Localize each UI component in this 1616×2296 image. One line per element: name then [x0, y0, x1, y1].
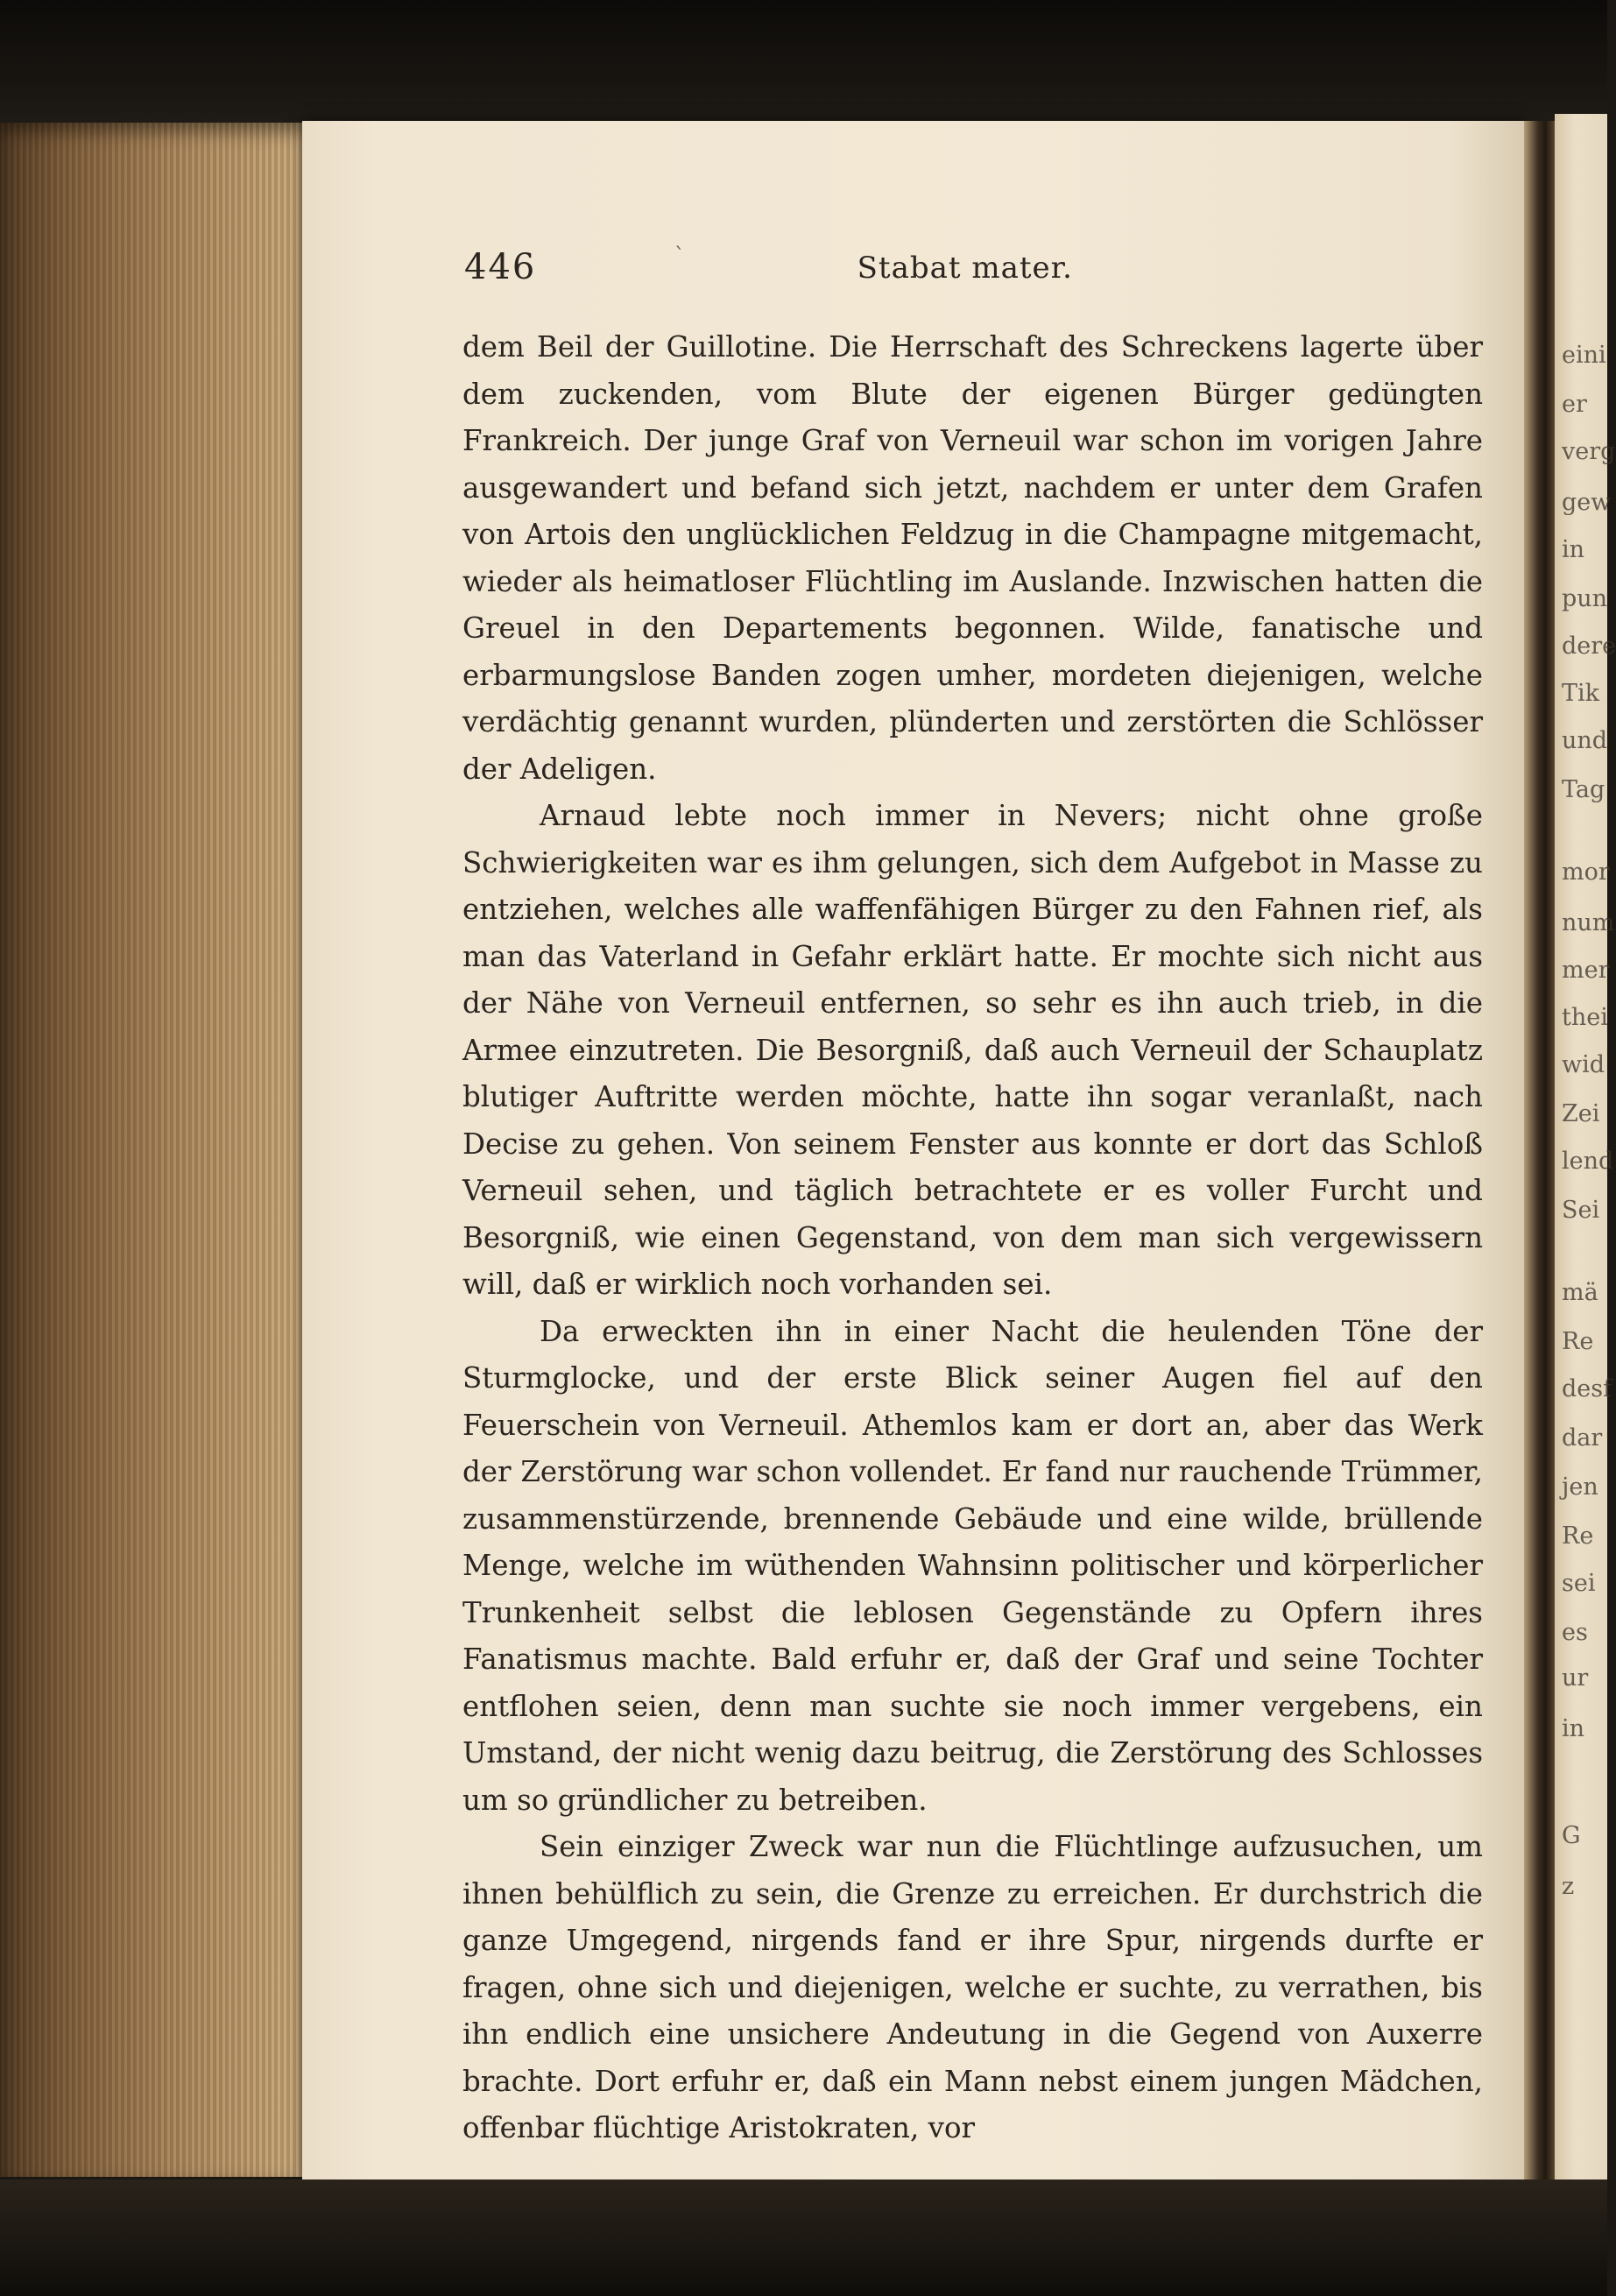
ink-speck: ˋ: [674, 244, 685, 268]
facing-page-fragment: in: [1562, 1715, 1585, 1742]
paragraph: Arnaud lebte noch immer in Nevers; nicht ohne große Schwierigkeiten war es ihm gelungen, sich dem Aufgebot in Masse zu entziehen, welches alle waffenfähigen Bürger zu den Fahnen rief, als man das Vaterland in Gefahr erklärt hatte. Er mochte sich nicht aus der Nähe von Verneuil entfernen, so sehr es ihn auch trieb, in die Armee einzutreten. Die Besorgniß, daß auch Verneuil der Schauplatz blutiger Auftritte werden möchte, hatte ihn sogar veranlaßt, nach Decise zu gehen. Von seinem Fenster aus konnte er dort das Schloß Verneuil sehen, und täglich betrachtete er es voller Furcht und Besorgniß, wie einen Gegenstand, von dem man sich vergewissern will, daß er wirklich noch vorhanden sei.: [462, 799, 1483, 1301]
facing-page-fragment: Re: [1562, 1522, 1594, 1550]
facing-page-fragment: sei: [1562, 1570, 1596, 1597]
book-gutter: [1524, 121, 1555, 2179]
body-text: [462, 324, 1483, 2152]
page-header: [464, 247, 1073, 291]
facing-page-fragment: Tik: [1562, 680, 1600, 707]
facing-page-fragment: jen: [1562, 1473, 1598, 1501]
page-block-edge: [0, 123, 315, 2177]
paragraph: dem Beil der Guillotine. Die Herrschaft des Schreckens lagerte über dem zuckenden, vom Blute der eigenen Bürger gedüngten Frankreich. Der junge Graf von Verneuil war schon im vorigen Jahre ausgewandert und befand sich jetzt, nachdem er unter dem Grafen von Artois den unglücklichen Feldzug in die Champagne mitgemacht, wieder als heimatloser Flüchtling im Auslande. Inzwischen hatten die Greuel in den Departements begonnen. Wilde, fanatische und erbarmungslose Banden zogen umher, mordeten diejenigen, welche verdächtig genannt wurden, plünderten und zerstörten die Schlösser der Adeligen.: [462, 330, 1483, 786]
facing-page-fragment: mor: [1562, 858, 1610, 886]
facing-page-fragment: dere: [1562, 632, 1616, 660]
facing-page-fragment: desf: [1562, 1375, 1612, 1402]
facing-page-fragment: z: [1562, 1873, 1575, 1900]
facing-page-fragment: er: [1562, 391, 1587, 418]
facing-page-fragment: dar: [1562, 1424, 1603, 1452]
facing-page-fragment: eini: [1562, 342, 1606, 369]
running-title: Stabat mater.: [857, 251, 1073, 286]
facing-page-fragment: Re: [1562, 1328, 1594, 1355]
paragraph: Da erweckten ihn in einer Nacht die heulenden Töne der Sturmglocke, und der erste Blick seiner Augen fiel auf den Feuerschein von Verneuil. Athemlos kam er dort an, aber das Werk der Zerstörung war schon vollendet. Er fand nur rauchende Trümmer, zusammenstürzende, brennende Gebäude und eine wilde, brüllende Menge, welche im wüthenden Wahnsinn politischer und körperlicher Trunkenheit selbst die leblosen Gegenstände zu Opfern ihres Fanatismus machte. Bald erfuhr er, daß der Graf und seine Tochter entflohen seien, denn man suchte sie noch immer vergebens, ein Umstand, der nicht wenig dazu beitrug, die Zerstörung des Schlosses um so gründlicher zu betreiben.: [462, 1314, 1483, 1817]
facing-page-fragment: Sei: [1562, 1197, 1600, 1224]
page-number: 446: [464, 247, 537, 287]
bottom-shadow: [0, 2179, 1607, 2296]
facing-page-fragment: Zei: [1562, 1100, 1600, 1127]
facing-page-fragment: G: [1562, 1822, 1581, 1849]
facing-page-fragment: es: [1562, 1619, 1588, 1646]
facing-page-fragment: mer: [1562, 957, 1610, 984]
facing-page-fragment: gew: [1562, 489, 1612, 516]
top-shadow: [0, 0, 1607, 123]
facing-page-fragment: verg: [1562, 438, 1616, 465]
facing-page-fragment: ur: [1562, 1664, 1589, 1692]
facing-page-fragment: num: [1562, 909, 1615, 936]
facing-page-fragment: lend: [1562, 1148, 1614, 1175]
facing-page-fragment: pun: [1562, 585, 1608, 612]
facing-page-fragment: mä: [1562, 1279, 1598, 1306]
facing-page-fragment: und: [1562, 727, 1608, 754]
facing-page-fragment: wid: [1562, 1051, 1605, 1078]
facing-page-fragment: Tag: [1562, 776, 1605, 803]
paragraph: Sein einziger Zweck war nun die Flüchtlinge aufzusuchen, um ihnen behülflich zu sein, die Grenze zu erreichen. Er durchstrich die ganze Umgegend, nirgends fand er ihre Spur, nirgends durfte er fragen, ohne sich und diejenigen, welche er suchte, zu verrathen, bis ihn endlich eine unsichere Andeutung in die Gegend von Auxerre brachte. Dort erfuhr er, daß ein Mann nebst einem jungen Mädchen, offenbar flüchtige Aristokraten, vor: [462, 1830, 1483, 2144]
facing-page-fragment: thei: [1562, 1004, 1608, 1031]
facing-page-edge: [1555, 114, 1616, 2190]
facing-page-fragment: in: [1562, 536, 1585, 563]
